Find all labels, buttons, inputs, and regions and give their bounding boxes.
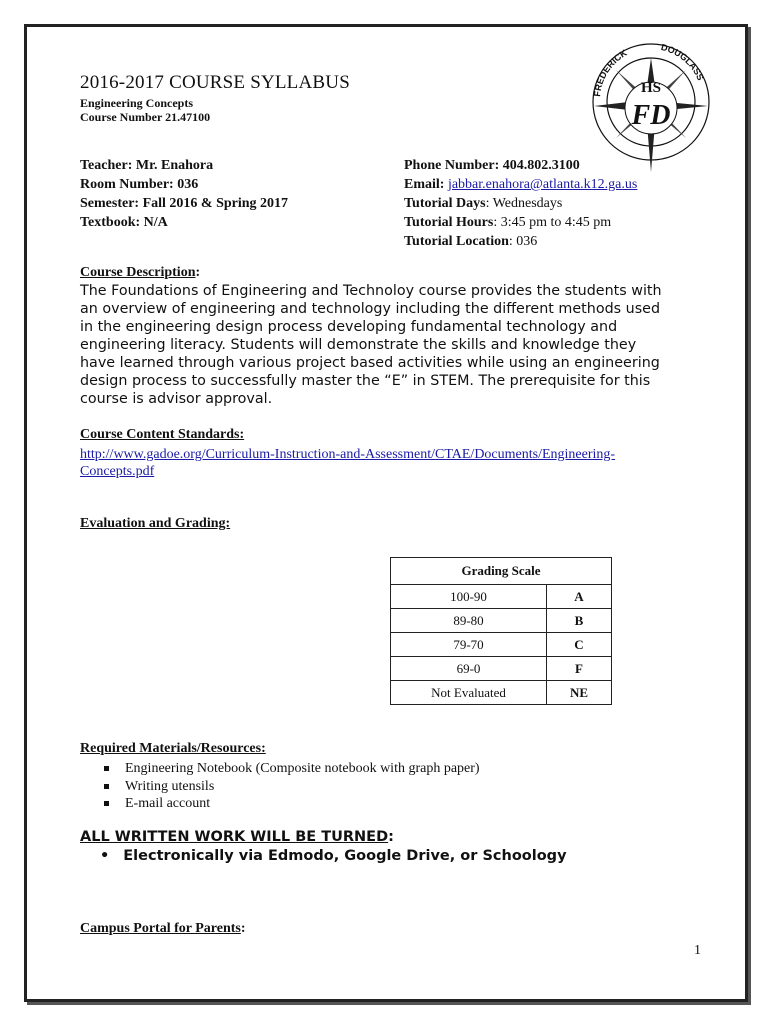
textbook: Textbook: N/A xyxy=(80,215,168,230)
tutorial-hours-value: : 3:45 pm to 4:45 pm xyxy=(493,215,612,230)
material-text: E-mail account xyxy=(125,796,211,811)
bullet-square-icon xyxy=(104,801,109,806)
written-work-heading xyxy=(80,829,394,845)
grade-range: 100-90 xyxy=(391,585,547,609)
content-standards-link[interactable] xyxy=(80,446,615,480)
table-row xyxy=(391,657,612,681)
campus-portal-heading xyxy=(80,921,246,937)
grade-range: 69-0 xyxy=(391,657,547,681)
grade-letter: B xyxy=(547,609,612,633)
course-description-heading-text: Course Description xyxy=(80,265,196,280)
semester: Semester: Fall 2016 & Spring 2017 xyxy=(80,196,289,211)
tutorial-hours xyxy=(404,213,637,232)
table-row xyxy=(391,609,612,633)
grade-letter: F xyxy=(547,657,612,681)
teacher-info xyxy=(80,156,288,232)
grade-range: Not Evaluated xyxy=(391,681,547,705)
phone-number: Phone Number: 404.802.3100 xyxy=(404,158,580,173)
written-work-heading-text: ALL WRITTEN WORK WILL BE TURNED xyxy=(80,829,389,845)
description-line: The Foundations of Engineering and Technoloy course provides the students with xyxy=(80,283,662,299)
tutorial-days-value: : Wednesdays xyxy=(485,196,563,211)
materials-list xyxy=(80,760,480,813)
list-item xyxy=(80,795,480,813)
course-description-colon: : xyxy=(195,265,201,280)
content-standards-heading: Course Content Standards: xyxy=(80,427,245,442)
syllabus-title: 2016-2017 COURSE SYLLABUS xyxy=(80,72,350,93)
logo-ring-text-left: FREDERICK xyxy=(592,47,629,98)
description-line: in the engineering design process developing fundamental technology and xyxy=(80,319,618,335)
tutorial-location-value: : 036 xyxy=(508,234,538,249)
teacher-name: Teacher: Mr. Enahora xyxy=(80,158,214,173)
grading-scale-title: Grading Scale xyxy=(391,558,612,585)
grade-letter: NE xyxy=(547,681,612,705)
tutorial-location-label: Tutorial Location xyxy=(404,234,509,249)
written-work-colon: : xyxy=(388,829,394,845)
written-work-item xyxy=(100,848,567,864)
email-link[interactable]: jabbar.enahora@atlanta.k12.ga.us xyxy=(447,177,638,192)
table-row xyxy=(391,585,612,609)
course-description-heading xyxy=(80,265,200,281)
logo-hs: HS xyxy=(640,80,662,96)
table-row xyxy=(391,558,612,585)
email-row xyxy=(404,175,637,194)
room-number: Room Number: 036 xyxy=(80,177,199,192)
logo-fd: FD xyxy=(631,100,671,131)
description-line: engineering literacy. Students will demonstrate the skills and knowledge they xyxy=(80,337,637,353)
standards-link-line1[interactable]: http://www.gadoe.org/Curriculum-Instruction-and-Assessment/CTAE/Documents/Engineering- xyxy=(80,447,616,462)
evaluation-heading: Evaluation and Grading: xyxy=(80,516,231,531)
description-line: an overview of engineering and technology including the different methods used xyxy=(80,301,661,317)
tutorial-location xyxy=(404,232,637,251)
grade-letter: A xyxy=(547,585,612,609)
description-line: have learned through various project based activities while using an engineering xyxy=(80,355,660,371)
written-work-text: Electronically via Edmodo, Google Drive, or Schoology xyxy=(123,848,567,864)
grade-range: 79-70 xyxy=(391,633,547,657)
table-row xyxy=(391,681,612,705)
table-row xyxy=(391,633,612,657)
school-logo xyxy=(586,40,716,175)
description-line: design process to successfully master the “E” in STEM. The prerequisite for this xyxy=(80,373,651,389)
bullet-icon: • xyxy=(100,848,110,864)
list-item xyxy=(80,760,480,778)
tutorial-days-label: Tutorial Days xyxy=(404,196,486,211)
material-text: Writing utensils xyxy=(125,778,215,794)
grade-range: 89-80 xyxy=(391,609,547,633)
tutorial-days xyxy=(404,194,637,213)
grade-letter: C xyxy=(547,633,612,657)
contact-info xyxy=(404,156,637,251)
bullet-square-icon xyxy=(104,766,109,771)
logo-ring-text-right: DOUGLASS xyxy=(660,42,706,82)
course-name: Engineering Concepts xyxy=(80,96,194,110)
list-item xyxy=(80,778,480,796)
email-label: Email: xyxy=(404,177,448,192)
grading-scale-table xyxy=(390,557,612,705)
standards-link-line2[interactable]: Concepts.pdf xyxy=(80,464,155,479)
course-number: Course Number 21.47100 xyxy=(80,110,211,124)
materials-heading: Required Materials/Resources: xyxy=(80,741,266,756)
page-number: 1 xyxy=(694,943,701,958)
campus-portal-heading-text: Campus Portal for Parents xyxy=(80,921,241,936)
course-description-body xyxy=(80,282,710,408)
material-text: Engineering Notebook (Composite notebook with graph paper) xyxy=(125,761,480,776)
description-line: course is advisor approval. xyxy=(80,391,273,407)
tutorial-hours-label: Tutorial Hours xyxy=(404,215,494,230)
bullet-square-icon xyxy=(104,784,109,789)
campus-portal-colon: : xyxy=(240,921,246,936)
